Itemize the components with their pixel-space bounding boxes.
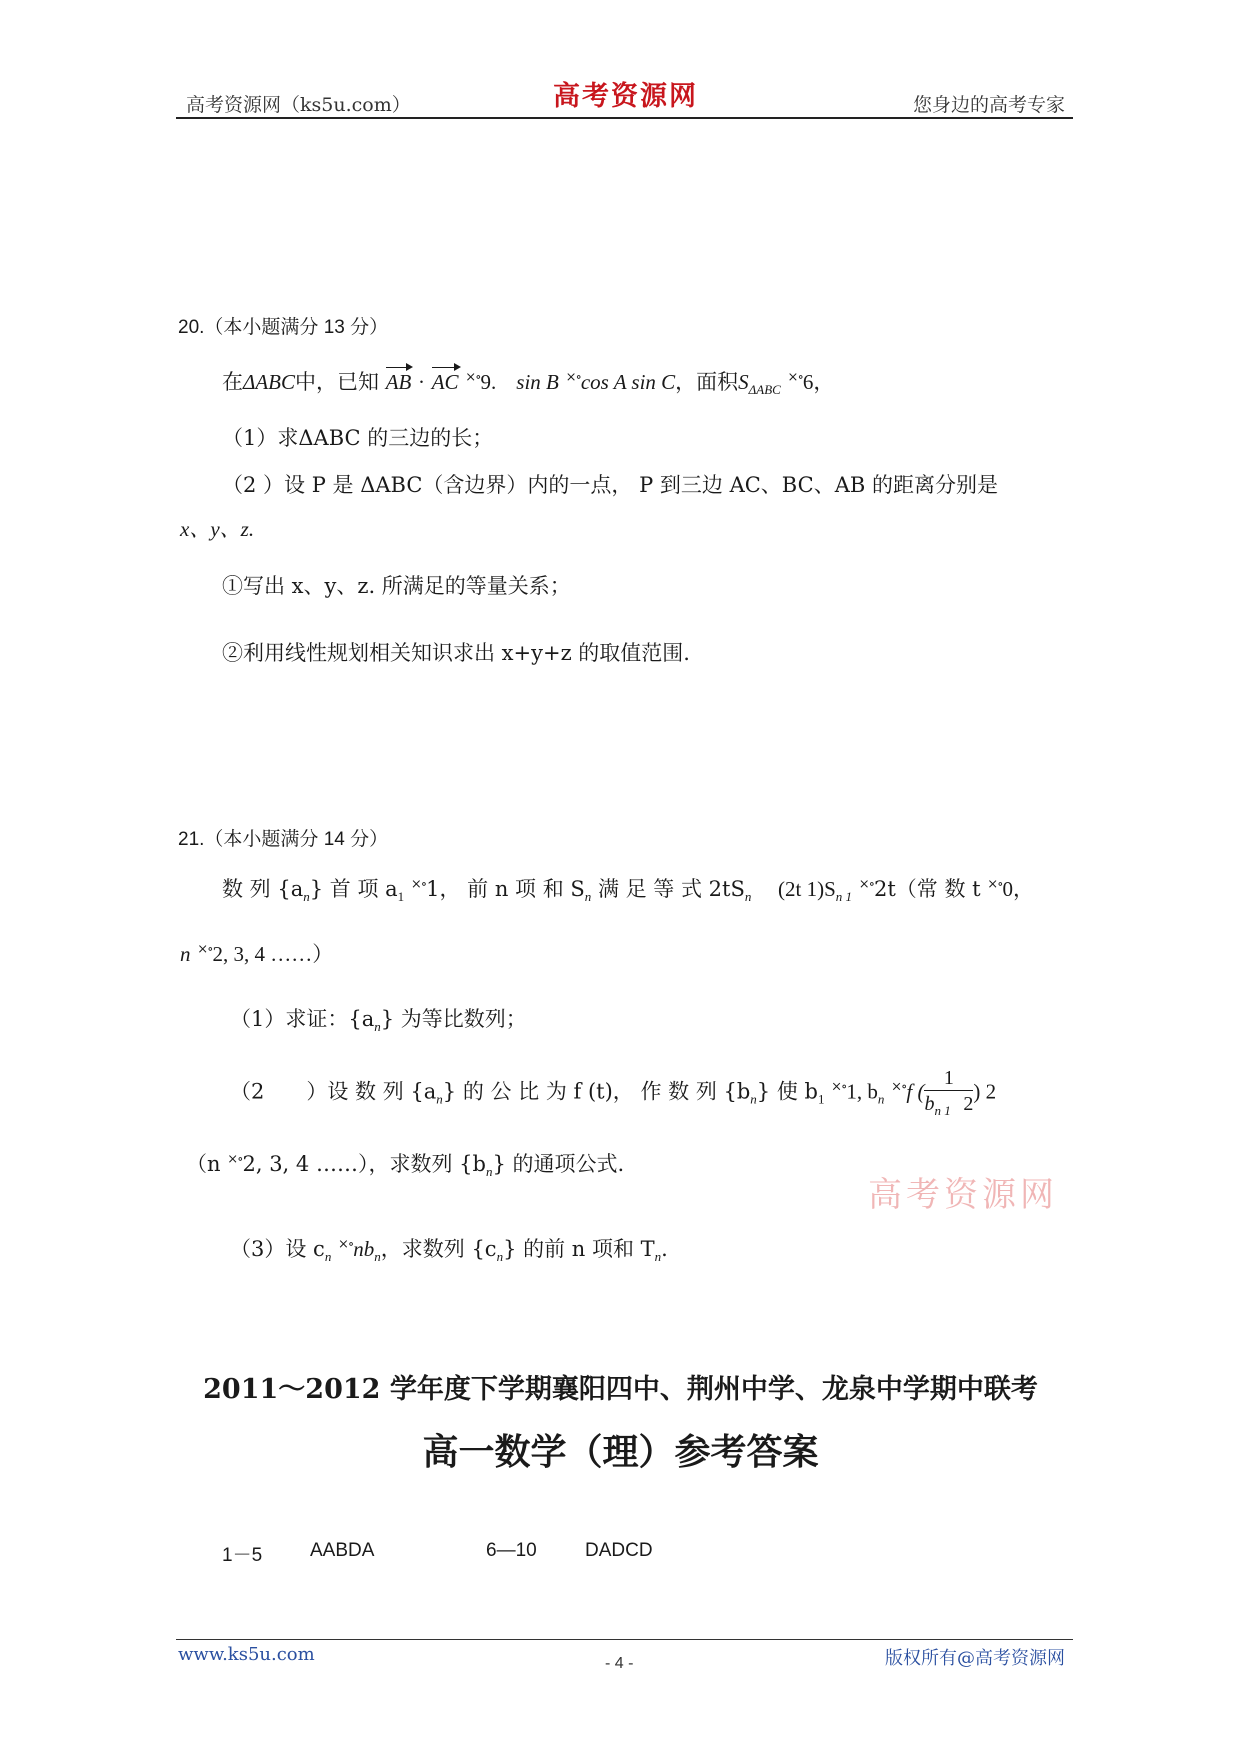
footer-site-link[interactable]: www.ks5u.com bbox=[178, 1644, 315, 1665]
answer-range-1: 1－5 bbox=[222, 1545, 263, 1566]
q20-stem: 在ΔABC中，已知 AB · AC ×∘9. sin B ×∘cos A sin C，面积$S_{\Delta ABC}$ ×∘6， bbox=[222, 366, 834, 398]
header-logo: 高考资源网 bbox=[553, 81, 698, 112]
vector-ac: AC bbox=[432, 367, 459, 394]
answer-exam-title: 2011～2012 学年度下学期襄阳四中、荆州中学、龙泉中学期中联考 bbox=[203, 1374, 1038, 1405]
watermark-logo: 高考资源网 bbox=[868, 1175, 1058, 1215]
q21-heading: 21.（本小题满分 14 分） bbox=[178, 829, 389, 850]
fraction: $\frac{1}{b_{n 1} 2}$ bbox=[924, 1067, 974, 1118]
answer-values-2: DADCD bbox=[585, 1540, 653, 1561]
page-number: - 4 - bbox=[605, 1655, 634, 1672]
q20-sub2: ②利用线性规划相关知识求出 x+y+z 的取值范围. bbox=[222, 641, 690, 665]
q21-part2-cont: （n ×∘2, 3, 4 ……），求数列 $\{b_n\}$ 的通项公式. bbox=[186, 1152, 625, 1179]
header-rule bbox=[176, 117, 1073, 119]
missing-symbol-glyph: ×∘ bbox=[465, 370, 481, 385]
q20-part1: （1）求ΔABC 的三边的长； bbox=[222, 426, 494, 450]
answer-title: 高一数学（理）参考答案 bbox=[422, 1431, 819, 1473]
header-site-name: 高考资源网（ks5u.com） bbox=[186, 94, 411, 116]
footer-rule bbox=[176, 1639, 1073, 1640]
q21-part3: （3）设 $c_n$ $^{\times\circ}nb_n$，求数列 $\{c_n\}$ 的前 n 项和 $T_n$. bbox=[230, 1237, 668, 1264]
q20-part2: （2 ）设 P 是 ΔABC（含边界）内的一点， P 到三边 AC、BC、AB 的距离分别是 bbox=[222, 473, 998, 497]
q20-heading: 20.（本小题满分 13 分） bbox=[178, 317, 389, 338]
answer-values-1: AABDA bbox=[310, 1540, 375, 1561]
answer-range-2: 6—10 bbox=[486, 1540, 537, 1561]
vector-ab: AB bbox=[386, 367, 412, 394]
header-slogan: 您身边的高考专家 bbox=[912, 94, 1065, 116]
footer-copyright: 版权所有@高考资源网 bbox=[885, 1648, 1065, 1669]
q20-part2-cont: x、y、z. bbox=[180, 517, 255, 541]
q20-sub1: ①写出 x、y、z. 所满足的等量关系； bbox=[222, 574, 571, 598]
q21-stem: 数 列 $\{a_n\}$ 首 项 $a_1$ ×∘1， 前 n 项 和 $S_n$ 满 足 等 式 $2tS_n$ (2t $1)S_{n 1}$ ×∘2t（常 数 t ×∘0， bbox=[222, 877, 1035, 904]
q21-part2: （2 ）设 数 列 $\{a_n\}$ 的 公 比 为 f (t)， 作 数 列 $\{b_n\}$ 使 $b_1$ ×∘1, $b_n$ ×∘f ( $\frac{1}{b_{n 1} 2}$ ) 2 bbox=[230, 1067, 997, 1118]
q21-part1: （1）求证：$\{a_n\}$ 为等比数列； bbox=[230, 1007, 527, 1034]
q21-stem-cont: n ×∘2, 3, 4 ……） bbox=[180, 942, 334, 966]
